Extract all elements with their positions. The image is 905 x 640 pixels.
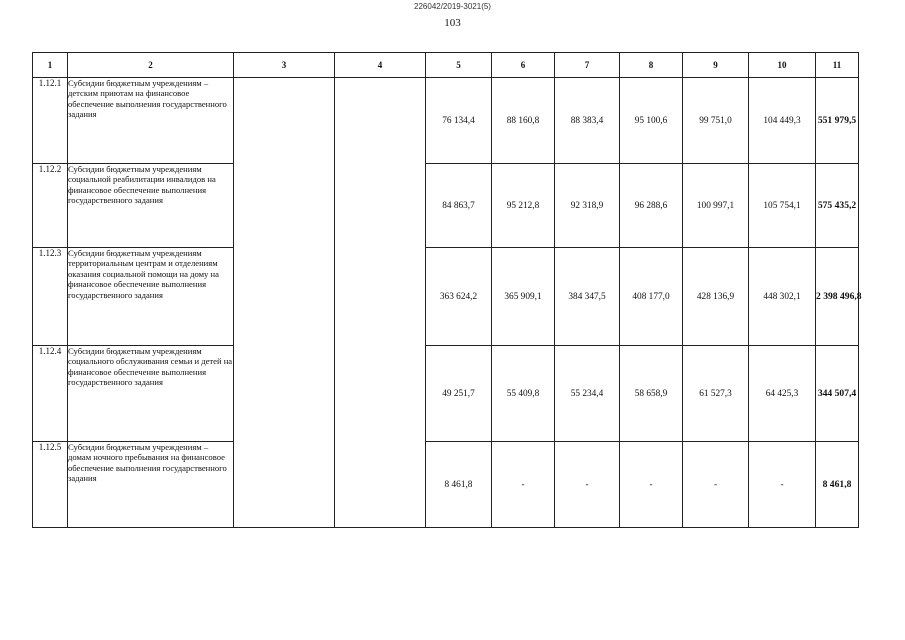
total-cell: 8 461,8 (816, 442, 859, 528)
table-row (33, 164, 859, 248)
header-cell-1: 1 (33, 53, 68, 78)
table-row (33, 248, 859, 346)
value-cell: 88 160,8 (492, 78, 555, 164)
total-cell: 575 435,2 (816, 164, 859, 248)
value-cell: 104 449,3 (749, 78, 816, 164)
value-cell: 428 136,9 (683, 248, 749, 346)
row-name: Субсидии бюджетным учреждениям – детским приютам на финансовое обеспечение выполнения государственного задания (68, 78, 234, 164)
value-cell: 384 347,5 (555, 248, 620, 346)
value-cell: 95 212,8 (492, 164, 555, 248)
total-cell: 344 507,4 (816, 346, 859, 442)
total-cell: 551 979,5 (816, 78, 859, 164)
budget-table (32, 52, 862, 528)
column-3-blank (234, 78, 335, 528)
value-cell: 61 527,3 (683, 346, 749, 442)
document-code: 226042/2019-3021(5) (414, 2, 491, 11)
row-code: 1.12.3 (33, 248, 68, 346)
value-cell: 58 658,9 (620, 346, 683, 442)
header-cell-4: 4 (335, 53, 426, 78)
header-cell-6: 6 (492, 53, 555, 78)
value-cell: 88 383,4 (555, 78, 620, 164)
value-cell: 96 288,6 (620, 164, 683, 248)
value-cell: - (620, 442, 683, 528)
row-code: 1.12.1 (33, 78, 68, 164)
header-cell-2: 2 (68, 53, 234, 78)
value-cell: - (683, 442, 749, 528)
header-cell-5: 5 (426, 53, 492, 78)
value-cell: - (492, 442, 555, 528)
table-row (33, 78, 859, 164)
value-cell: 76 134,4 (426, 78, 492, 164)
value-cell: 92 318,9 (555, 164, 620, 248)
total-cell: 2 398 496,8 (816, 248, 859, 346)
value-cell: 84 863,7 (426, 164, 492, 248)
table-row (33, 346, 859, 442)
value-cell: 49 251,7 (426, 346, 492, 442)
value-cell: - (749, 442, 816, 528)
row-name: Субсидии бюджетным учреждениям территориальным центрам и отделениям оказания социальной помощи на дому на финансовое обеспечение выполнения государственного задания (68, 248, 234, 346)
value-cell: 55 234,4 (555, 346, 620, 442)
row-code: 1.12.5 (33, 442, 68, 528)
row-name: Субсидии бюджетным учреждениям – домам ночного пребывания на финансовое обеспечение выполнения государственного задания (68, 442, 234, 528)
row-name: Субсидии бюджетным учреждениям социального обслуживания семьи и детей на финансовое обеспечение выполнения государственного задания (68, 346, 234, 442)
value-cell: 363 624,2 (426, 248, 492, 346)
page-number: 103 (444, 17, 461, 29)
value-cell: 100 997,1 (683, 164, 749, 248)
header-cell-7: 7 (555, 53, 620, 78)
value-cell: 99 751,0 (683, 78, 749, 164)
table-row (33, 442, 859, 528)
header-row (33, 53, 859, 78)
header-cell-8: 8 (620, 53, 683, 78)
value-cell: 105 754,1 (749, 164, 816, 248)
value-cell: 8 461,8 (426, 442, 492, 528)
column-4-blank (335, 78, 426, 528)
value-cell: 64 425,3 (749, 346, 816, 442)
row-name: Субсидии бюджетным учреждениям социальной реабилитации инвалидов на финансовое обеспечение выполнения государственного задания (68, 164, 234, 248)
value-cell: 365 909,1 (492, 248, 555, 346)
row-code: 1.12.4 (33, 346, 68, 442)
header-cell-9: 9 (683, 53, 749, 78)
value-cell: 408 177,0 (620, 248, 683, 346)
header-cell-10: 10 (749, 53, 816, 78)
value-cell: - (555, 442, 620, 528)
value-cell: 95 100,6 (620, 78, 683, 164)
row-code: 1.12.2 (33, 164, 68, 248)
header-cell-11: 11 (816, 53, 859, 78)
value-cell: 448 302,1 (749, 248, 816, 346)
value-cell: 55 409,8 (492, 346, 555, 442)
header-cell-3: 3 (234, 53, 335, 78)
